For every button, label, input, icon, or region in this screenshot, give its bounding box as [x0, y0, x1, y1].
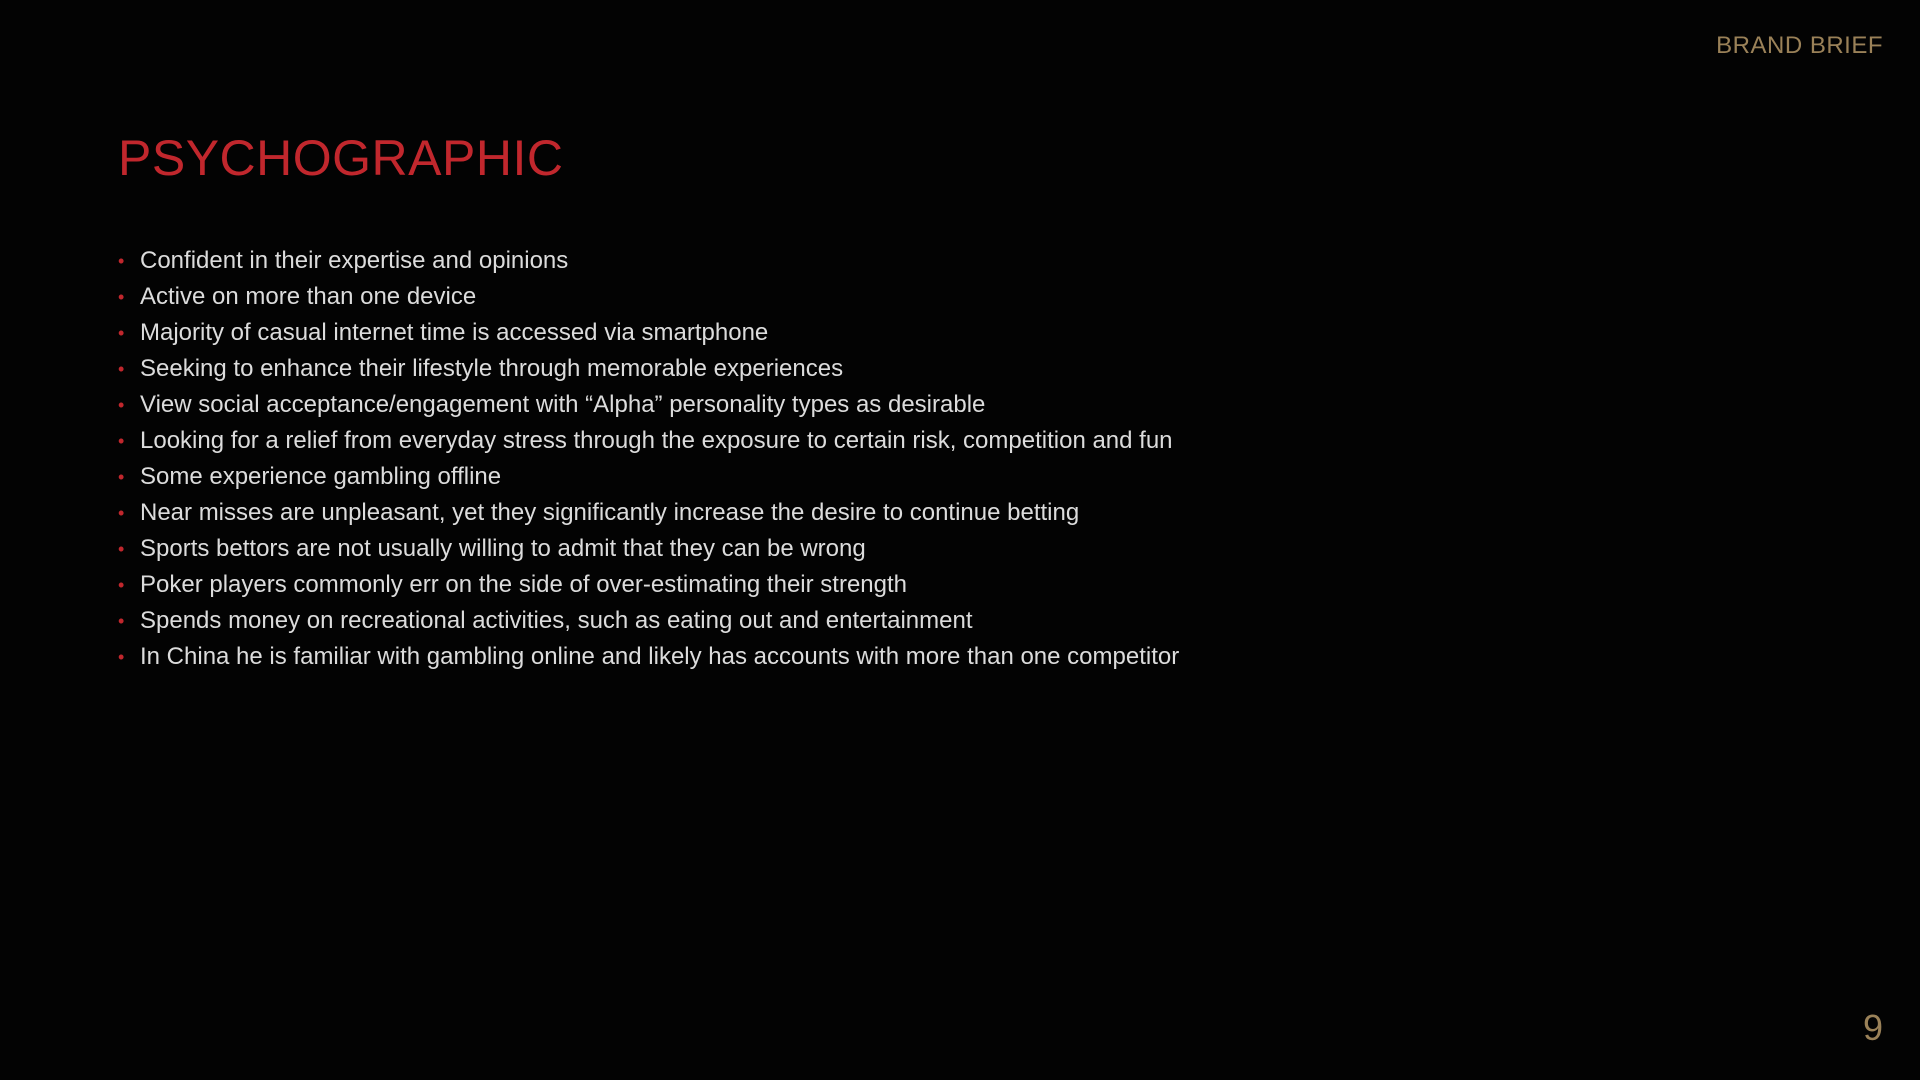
bullet-icon: • — [118, 503, 125, 523]
bullet-list — [118, 243, 1179, 675]
list-item — [118, 495, 1179, 531]
list-item — [118, 387, 1179, 423]
list-item — [118, 531, 1179, 567]
list-item — [118, 243, 1179, 279]
bullet-text: Active on more than one device — [140, 283, 477, 310]
list-item — [118, 459, 1179, 495]
bullet-icon: • — [118, 395, 125, 415]
bullet-text: Near misses are unpleasant, yet they significantly increase the desire to continue betting — [140, 499, 1080, 526]
bullet-icon: • — [118, 287, 125, 307]
bullet-icon: • — [118, 359, 125, 379]
bullet-text: In China he is familiar with gambling online and likely has accounts with more than one competitor — [140, 643, 1180, 670]
bullet-icon: • — [118, 251, 125, 271]
bullet-text: Looking for a relief from everyday stress through the exposure to certain risk, competition and fun — [140, 427, 1173, 454]
brand-label: BRAND BRIEF — [1716, 32, 1883, 59]
bullet-text: Poker players commonly err on the side of over-estimating their strength — [140, 571, 908, 598]
list-item — [118, 423, 1179, 459]
bullet-text: Seeking to enhance their lifestyle through memorable experiences — [140, 355, 844, 382]
list-item — [118, 315, 1179, 351]
bullet-icon: • — [118, 647, 125, 667]
bullet-text: Some experience gambling offline — [140, 463, 502, 490]
list-item — [118, 603, 1179, 639]
bullet-icon: • — [118, 323, 125, 343]
bullet-text: Spends money on recreational activities, such as eating out and entertainment — [140, 607, 973, 634]
bullet-text: Confident in their expertise and opinions — [140, 247, 569, 274]
bullet-text: View social acceptance/engagement with “Alpha” personality types as desirable — [140, 391, 986, 418]
list-item — [118, 351, 1179, 387]
list-item — [118, 639, 1179, 675]
slide-title: PSYCHOGRAPHIC — [118, 130, 564, 186]
list-item — [118, 567, 1179, 603]
page-number: 9 — [1862, 1007, 1883, 1048]
bullet-icon: • — [118, 539, 125, 559]
bullet-icon: • — [118, 431, 125, 451]
list-item — [118, 279, 1179, 315]
bullet-icon: • — [118, 611, 125, 631]
bullet-icon: • — [118, 575, 125, 595]
bullet-text: Sports bettors are not usually willing to admit that they can be wrong — [140, 535, 866, 562]
bullet-text: Majority of casual internet time is accessed via smartphone — [140, 319, 769, 346]
bullet-icon: • — [118, 467, 125, 487]
